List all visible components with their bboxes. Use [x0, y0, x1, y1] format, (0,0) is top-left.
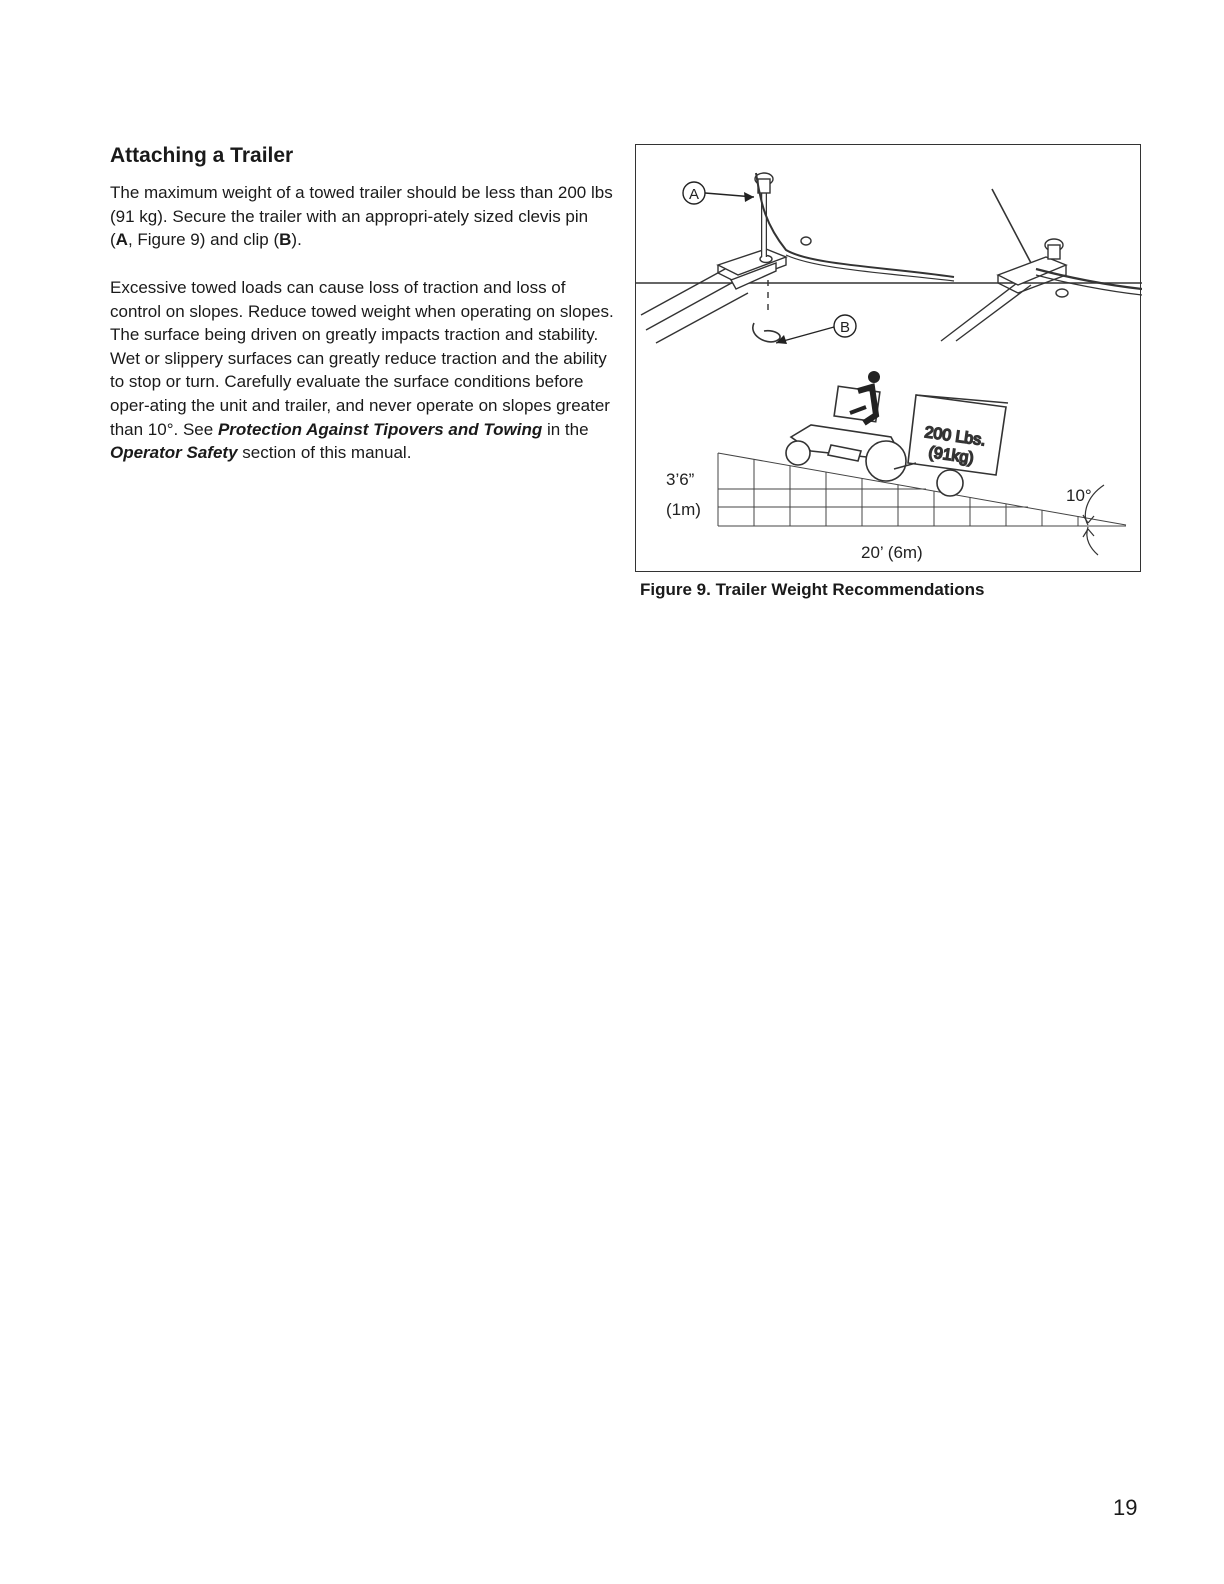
figure-9-illustration: [636, 145, 1142, 573]
callout-b-label: B: [839, 319, 851, 336]
p2-text-2: in the: [542, 419, 589, 439]
slope-height-ft: 3’6”: [666, 470, 695, 489]
callout-a: [683, 182, 754, 204]
trailer-weight-kg: (91kg): [927, 444, 975, 468]
callout-b: [776, 315, 856, 344]
slope-angle: 10°: [1066, 486, 1092, 505]
hitch-detail-right: [941, 189, 1142, 341]
p1-text-3: ).: [291, 230, 302, 250]
p1-callout-a: A: [115, 230, 128, 250]
slope-length: 20’ (6m): [861, 543, 923, 562]
page-number: 19: [1113, 1495, 1138, 1520]
p1-callout-b: B: [279, 230, 292, 250]
link-operator-safety: Operator Safety: [110, 443, 238, 463]
figure-caption: Figure 9. Trailer Weight Recommendations: [640, 580, 985, 599]
trailer-illustration: [894, 395, 1008, 496]
p1-text-1: The maximum weight of a towed trailer should be less than 200 lbs (91 kg). Secure the trailer with an appropri-ately sized clevis pin (: [110, 183, 613, 250]
section-title: Attaching a Trailer: [110, 144, 294, 167]
p1-text-2: , Figure 9) and clip (: [127, 230, 280, 250]
mower-illustration: [786, 371, 906, 481]
trailer-weight-lbs: 200 Lbs.: [923, 424, 987, 450]
p2-text-3: section of this manual.: [237, 443, 412, 463]
link-protection-against-tipovers: Protection Against Tipovers and Towing: [217, 419, 543, 439]
callout-a-label: A: [688, 186, 700, 203]
paragraph-trailer-weight: [110, 181, 615, 252]
figure-9: [635, 144, 1141, 572]
slope-height-m: (1m): [666, 500, 701, 519]
paragraph-towed-loads: [110, 276, 615, 465]
p2-text-1: Excessive towed loads can cause loss of traction and loss of control on slopes. Reduce towed weight when operating on slopes. The surface being driven on greatly impacts traction and stability. Wet or slippery surfaces can greatly reduce traction and the ability to stop or turn. Carefully evaluate the surface conditions before oper-ating the unit and trailer, and never operate on slopes greater than 10°. See: [110, 278, 614, 439]
